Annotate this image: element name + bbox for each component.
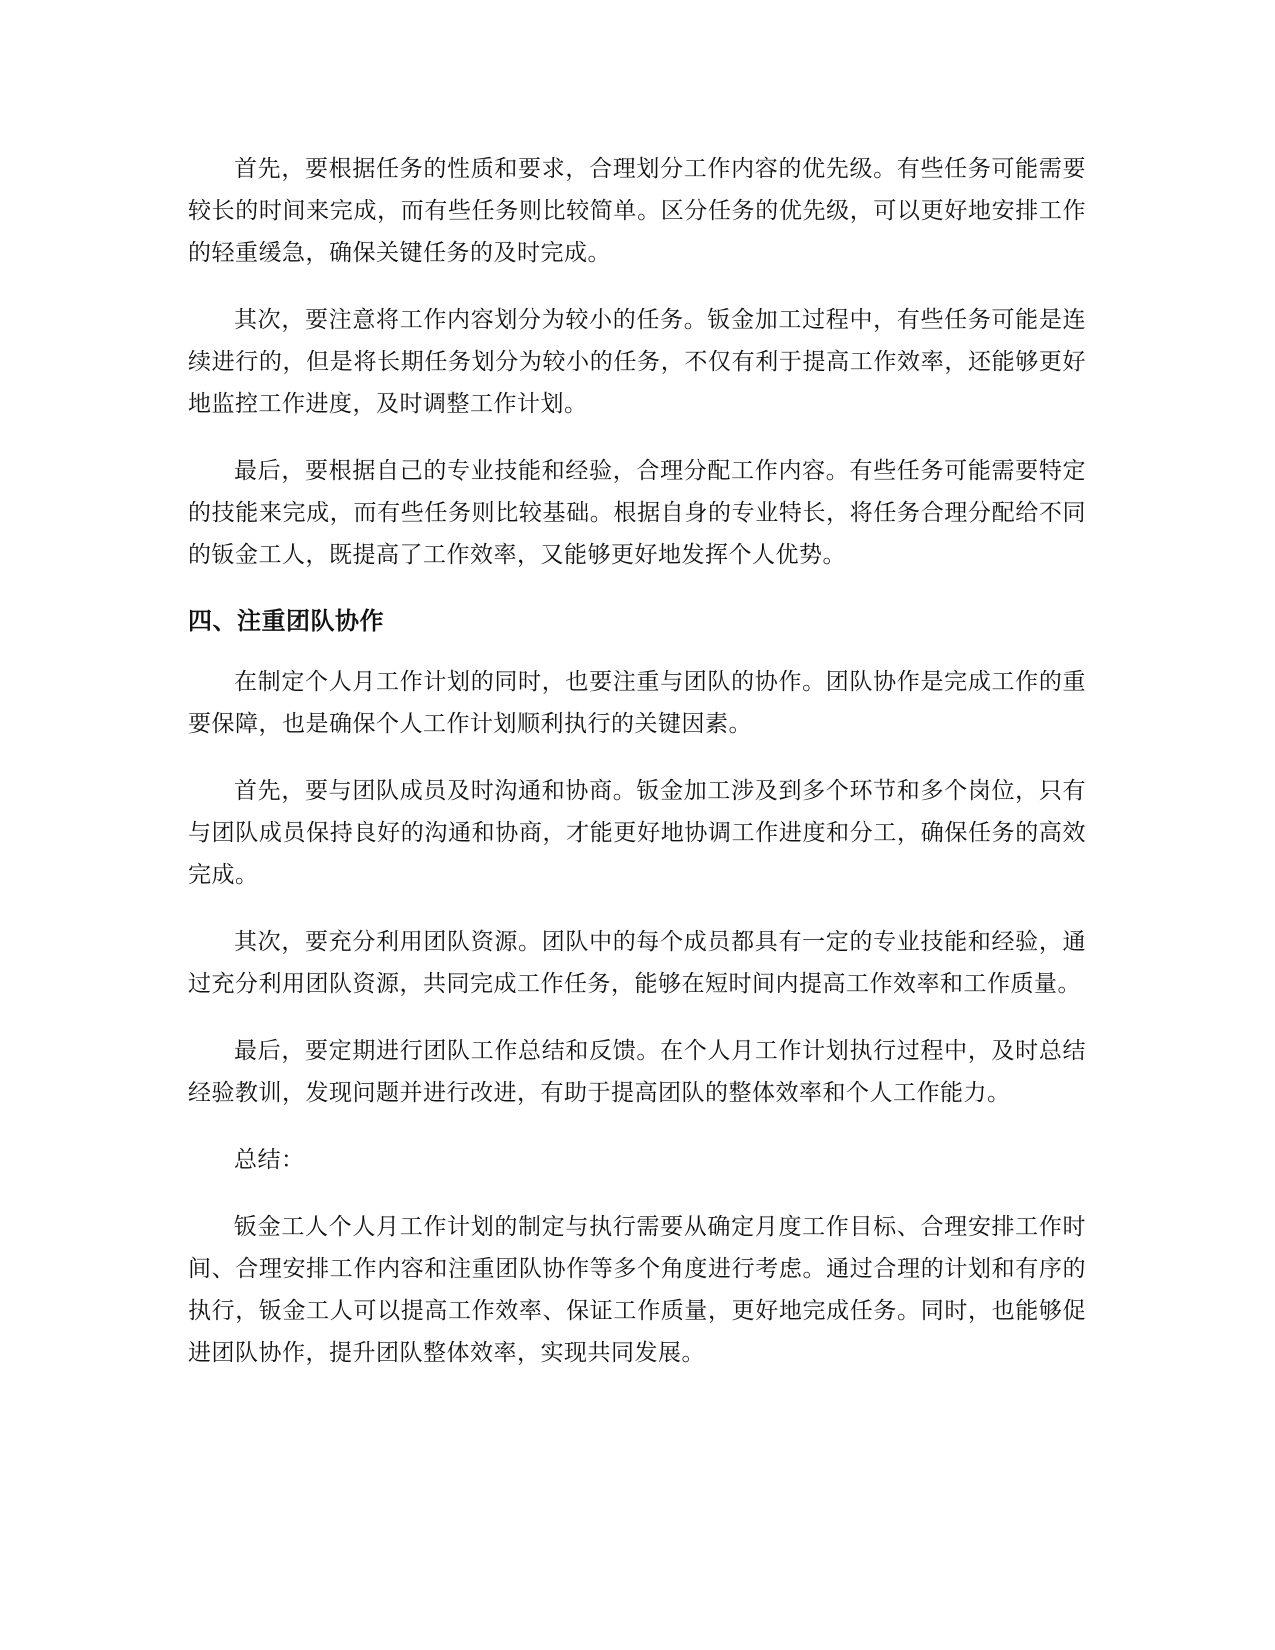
paragraph-teamwork-intro: 在制定个人月工作计划的同时，也要注重与团队的协作。团队协作是完成工作的重要保障，也是确保个人工作计划顺利执行的关键因素。 [188, 669, 1086, 737]
paragraph-teamwork-communication: 首先，要与团队成员及时沟通和协商。钣金加工涉及到多个环节和多个岗位，只有与团队成员保持良好的沟通和协商，才能更好地协调工作进度和分工，确保任务的高效完成。 [188, 778, 1086, 888]
paragraph-task-split: 其次，要注意将工作内容划分为较小的任务。钣金加工过程中，有些任务可能是连续进行的，但是将长期任务划分为较小的任务，不仅有利于提高工作效率，还能够更好地监控工作进度，及时调整工作计划。 [188, 307, 1086, 417]
paragraph-teamwork-resources: 其次，要充分利用团队资源。团队中的每个成员都具有一定的专业技能和经验，通过充分利用团队资源，共同完成工作任务，能够在短时间内提高工作效率和工作质量。 [188, 929, 1086, 997]
paragraph-task-assign: 最后，要根据自己的专业技能和经验，合理分配工作内容。有些任务可能需要特定的技能来完成，而有些任务则比较基础。根据自身的专业特长，将任务合理分配给不同的钣金工人，既提高了工作效率，又能够更好地发挥个人优势。 [188, 458, 1086, 568]
document-body [188, 148, 1086, 1399]
section-heading-teamwork: 四、注重团队协作 [188, 607, 384, 635]
summary-label: 总结： [234, 1147, 305, 1173]
paragraph-task-priority: 首先，要根据任务的性质和要求，合理划分工作内容的优先级。有些任务可能需要较长的时间来完成，而有些任务则比较简单。区分任务的优先级，可以更好地安排工作的轻重缓急，确保关键任务的及时完成。 [188, 156, 1086, 266]
summary-paragraph: 钣金工人个人月工作计划的制定与执行需要从确定月度工作目标、合理安排工作时间、合理安排工作内容和注重团队协作等多个角度进行考虑。通过合理的计划和有序的执行，钣金工人可以提高工作效率、保证工作质量，更好地完成任务。同时，也能够促进团队协作，提升团队整体效率，实现共同发展。 [188, 1214, 1086, 1366]
paragraph-teamwork-review: 最后，要定期进行团队工作总结和反馈。在个人月工作计划执行过程中，及时总结经验教训，发现问题并进行改进，有助于提高团队的整体效率和个人工作能力。 [188, 1038, 1086, 1106]
